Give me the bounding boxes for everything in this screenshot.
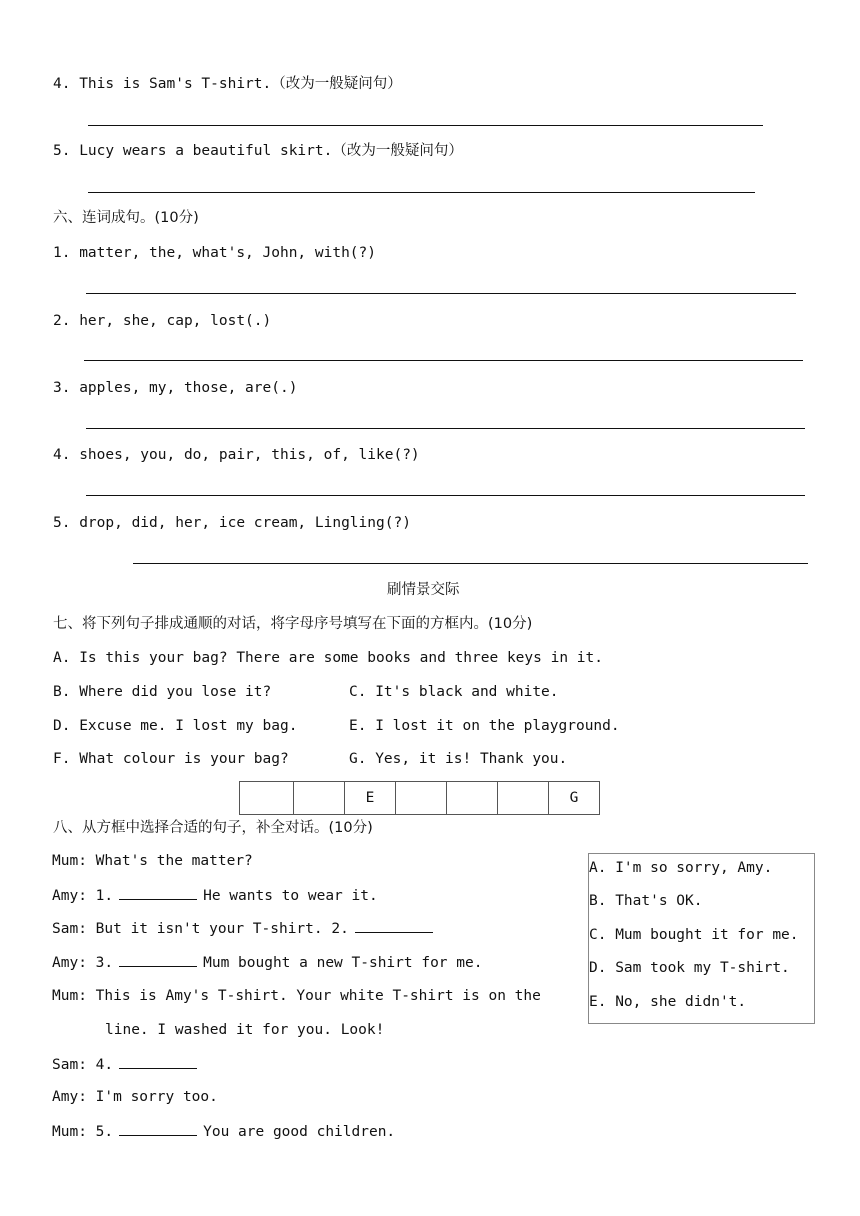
section-title: 刷情景交际 (387, 582, 460, 598)
answer-line[interactable] (86, 495, 805, 496)
dialogue-line-4 (52, 952, 482, 973)
option-b: B. That's OK. (589, 893, 703, 909)
blank-1[interactable] (119, 885, 197, 900)
section-heading-8: 八、从方框中选择合适的句子，补全对话。(10分) (53, 820, 373, 836)
word-order-item-4: 4. shoes, you, do, pair, this, of, like(?) (53, 447, 420, 463)
dialogue-line-3 (52, 918, 439, 939)
answer-line[interactable] (88, 192, 755, 193)
sentence-d: D. Excuse me. I lost my bag. (53, 718, 298, 734)
option-a: A. I'm so sorry, Amy. (589, 860, 773, 876)
word-order-item-2: 2. her, she, cap, lost(.) (53, 313, 272, 329)
sentence-f: F. What colour is your bag? (53, 751, 289, 767)
option-d: D. Sam took my T-shirt. (589, 960, 790, 976)
dialogue-text: He wants to wear it. (203, 888, 378, 904)
option-e: E. No, she didn't. (589, 994, 747, 1010)
dialogue-text: Mum bought a new T-shirt for me. (203, 955, 483, 971)
answer-line[interactable] (86, 428, 805, 429)
answer-cell[interactable] (396, 782, 447, 815)
sentence-b: B. Where did you lose it? (53, 684, 272, 700)
word-order-item-5: 5. drop, did, her, ice cream, Lingling(?) (53, 515, 411, 531)
section-heading-6: 六、连词成句。(10分) (53, 210, 199, 226)
dialogue-speaker-text: Sam: 4. (52, 1057, 114, 1073)
dialogue-speaker-text: Mum: 5. (52, 1124, 114, 1140)
answer-cell[interactable]: E (345, 782, 396, 815)
word-order-item-3: 3. apples, my, those, are(.) (53, 380, 298, 396)
dialogue-text: Sam: But it isn't your T-shirt. 2. (52, 921, 349, 937)
answer-cell[interactable] (447, 782, 498, 815)
blank-3[interactable] (119, 952, 197, 967)
dialogue-line-8 (52, 1121, 395, 1142)
section-heading-7: 七、将下列句子排成通顺的对话，将字母序号填写在下面的方框内。(10分) (53, 616, 533, 632)
answer-line[interactable] (88, 125, 763, 126)
sentence-c: C. It's black and white. (349, 684, 559, 700)
dialogue-line-1: Mum: What's the matter? (52, 853, 253, 869)
question-4-rewrite: 4. This is Sam's T-shirt.（改为一般疑问句） (53, 76, 402, 92)
answer-line[interactable] (133, 563, 808, 564)
dialogue-line-5a: Mum: This is Amy's T-shirt. Your white T-shirt is on the (52, 988, 541, 1004)
sentence-g: G. Yes, it is! Thank you. (349, 751, 568, 767)
option-c: C. Mum bought it for me. (589, 927, 799, 943)
answer-grid (239, 781, 600, 815)
blank-4[interactable] (119, 1054, 197, 1069)
dialogue-line-5b: line. I washed it for you. Look! (105, 1022, 385, 1038)
question-5-rewrite: 5. Lucy wears a beautiful skirt.（改为一般疑问句） (53, 143, 463, 159)
dialogue-speaker-text: Amy: 3. (52, 955, 114, 971)
answer-cell[interactable] (498, 782, 549, 815)
answer-cell[interactable] (294, 782, 345, 815)
options-box (588, 853, 815, 1024)
blank-5[interactable] (119, 1121, 197, 1136)
answer-line[interactable] (84, 360, 803, 361)
dialogue-text: You are good children. (203, 1124, 396, 1140)
blank-2[interactable] (355, 918, 433, 933)
answer-cell[interactable]: G (549, 782, 600, 815)
dialogue-speaker-text: Amy: 1. (52, 888, 114, 904)
dialogue-line-6 (52, 1054, 203, 1075)
sentence-a: A. Is this your bag? There are some books and three keys in it. (53, 650, 603, 666)
answer-line[interactable] (86, 293, 796, 294)
sentence-e: E. I lost it on the playground. (349, 718, 620, 734)
answer-cell[interactable] (240, 782, 294, 815)
dialogue-line-7: Amy: I'm sorry too. (52, 1089, 218, 1105)
word-order-item-1: 1. matter, the, what's, John, with(?) (53, 245, 377, 261)
dialogue-line-2 (52, 885, 378, 906)
